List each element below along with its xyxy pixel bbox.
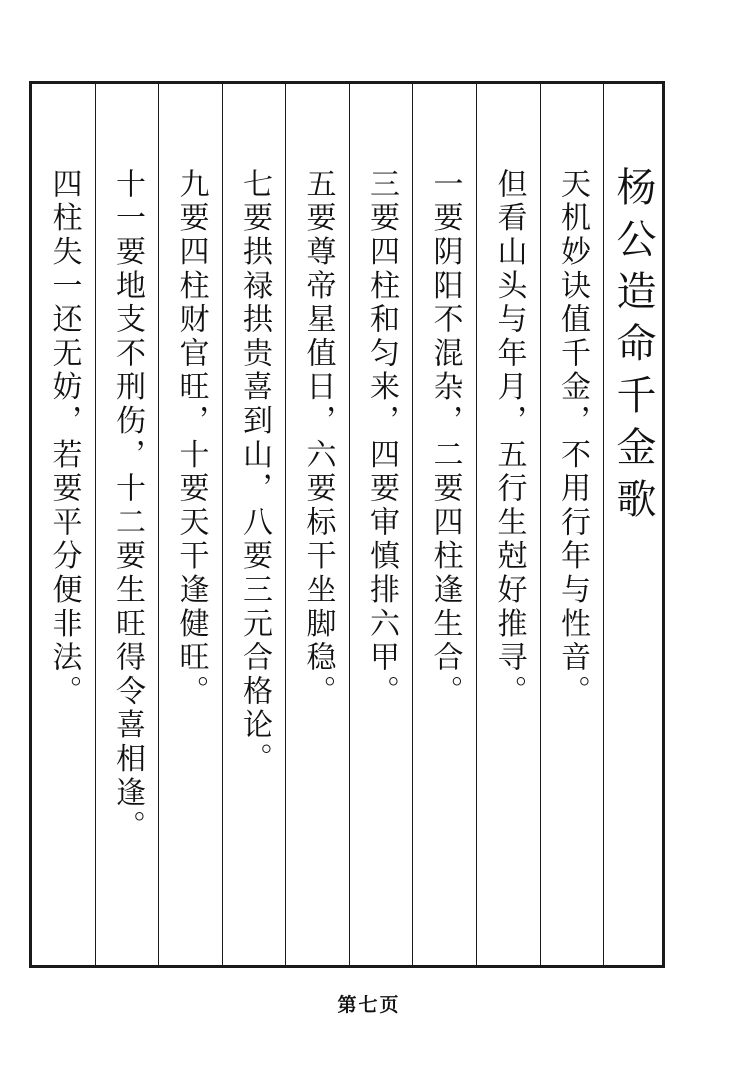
text-column-9 bbox=[32, 84, 95, 965]
text-column-1 bbox=[540, 84, 603, 965]
verse-line-5: 五要尊帝星值日，六要标干坐脚稳。 bbox=[300, 168, 336, 709]
page-title: 杨公造命千金歌 bbox=[610, 166, 656, 530]
text-column-2 bbox=[476, 84, 540, 965]
verse-line-4: 三要四柱和匀来，四要审慎排六甲。 bbox=[364, 168, 399, 709]
verse-line-9: 四柱失一还无妨，若要平分便非法。 bbox=[46, 168, 82, 709]
verse-line-7: 九要四柱财官旺，十要天干逢健旺。 bbox=[173, 168, 209, 709]
text-column-8 bbox=[95, 84, 158, 965]
text-column-7 bbox=[158, 84, 222, 965]
text-column-3 bbox=[412, 84, 476, 965]
verse-line-1: 天机妙诀值千金，不用行年与性音。 bbox=[555, 168, 590, 709]
page-frame bbox=[29, 81, 665, 968]
verse-line-2: 但看山头与年月，五行生尅好推寻。 bbox=[491, 168, 527, 709]
verse-line-6: 七要拱禄拱贵喜到山，八要三元合格论。 bbox=[237, 168, 272, 777]
page-number: 第七页 bbox=[337, 994, 401, 1016]
verse-line-8: 十一要地支不刑伤，十二要生旺得令喜相逢。 bbox=[110, 168, 145, 844]
text-column-5 bbox=[285, 84, 349, 965]
verse-line-3: 一要阴阳不混杂，二要四柱逢生合。 bbox=[427, 168, 463, 709]
text-column-6 bbox=[222, 84, 285, 965]
text-column-4 bbox=[349, 84, 412, 965]
title-column bbox=[603, 84, 662, 965]
